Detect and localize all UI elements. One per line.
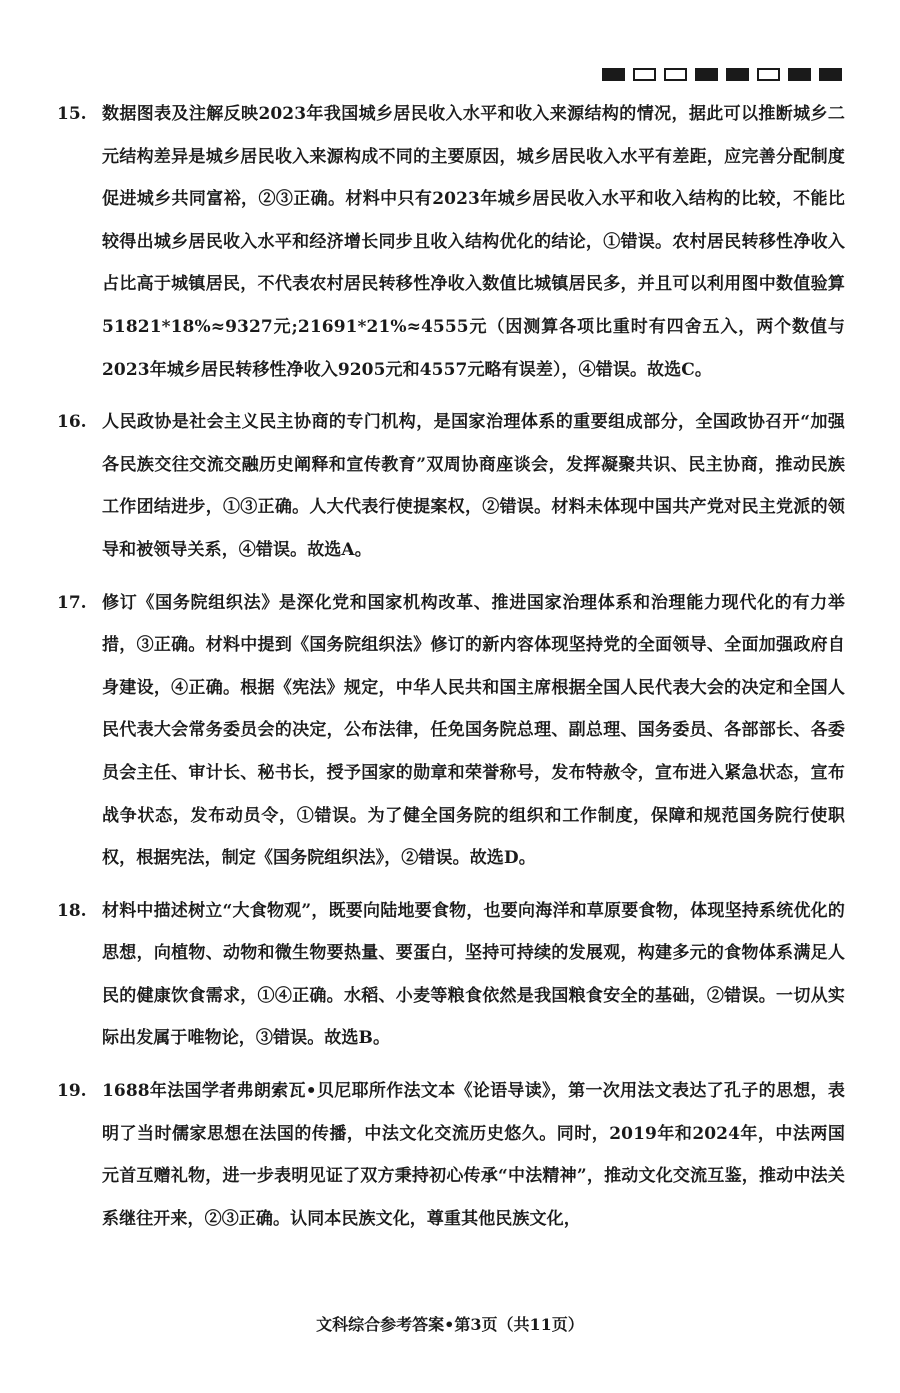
answer-text: 材料中描述树立“大食物观”，既要向陆地要食物，也要向海洋和草原要食物，体现坚持系统优化的思想，向植物、动物和微生物要热量、要蛋白，坚持可持续的发展观，构建多元的食物体系满足人民的健康饮食需求，①④正确。水稻、小麦等粮食依然是我国粮食安全的基础，②错误。一切从实际出发属于唯物论，③错误。故选B。 bbox=[102, 900, 845, 1049]
answer-content bbox=[57, 93, 845, 1250]
answer-item-19 bbox=[57, 1070, 845, 1240]
answer-item-18 bbox=[57, 890, 845, 1060]
header-mark bbox=[633, 68, 656, 81]
question-number: 18. bbox=[57, 900, 87, 921]
question-number: 17. bbox=[57, 592, 87, 613]
question-number: 16. bbox=[57, 412, 87, 433]
header-mark bbox=[695, 68, 718, 81]
answer-item-17 bbox=[57, 582, 845, 880]
answer-item-16 bbox=[57, 401, 845, 571]
header-mark bbox=[788, 68, 811, 81]
answer-item-15 bbox=[57, 93, 845, 391]
header-mark bbox=[757, 68, 780, 81]
answer-text: 修订《国务院组织法》是深化党和国家机构改革、推进国家治理体系和治理能力现代化的有力举措，③正确。材料中提到《国务院组织法》修订的新内容体现坚持党的全面领导、全面加强政府自身建设，④正确。根据《宪法》规定，中华人民共和国主席根据全国人民代表大会的决定和全国人民代表大会常务委员会的决定，公布法律，任免国务院总理、副总理、国务委员、各部部长、各委员会主任、审计长、秘书长，授予国家的勋章和荣誉称号，发布特赦令，宣布进入紧急状态，宣布战争状态，发布动员令，①错误。为了健全国务院的组织和工作制度，保障和规范国务院行使职权，根据宪法，制定《国务院组织法》，②错误。故选D。 bbox=[102, 592, 845, 869]
header-mark bbox=[602, 68, 625, 81]
answer-text: 数据图表及注解反映2023年我国城乡居民收入水平和收入来源结构的情况，据此可以推断城乡二元结构差异是城乡居民收入来源构成不同的主要原因，城乡居民收入水平有差距，应完善分配制度促进城乡共同富裕，②③正确。材料中只有2023年城乡居民收入水平和收入结构的比较，不能比较得出城乡居民收入水平和经济增长同步且收入结构优化的结论，①错误。农村居民转移性净收入占比高于城镇居民，不代表农村居民转移性净收入数值比城镇居民多，并且可以利用图中数值验算51821*18%≈9327元;21691*21%≈4555元（因测算各项比重时有四舍五入，两个数值与2023年城乡居民转移性净收入9205元和4557元略有误差），④错误。故选C。 bbox=[102, 104, 845, 380]
header-mark bbox=[664, 68, 687, 81]
header-mark bbox=[726, 68, 749, 81]
header-mark bbox=[819, 68, 842, 81]
page-footer: 文科综合参考答案•第3页（共11页） bbox=[316, 1315, 584, 1334]
question-number: 19. bbox=[57, 1081, 87, 1102]
answer-text: 1688年法国学者弗朗索瓦•贝尼耶所作法文本《论语导读》，第一次用法文表达了孔子的思想，表明了当时儒家思想在法国的传播，中法文化交流历史悠久。同时，2019年和2024年，中法两国元首互赠礼物，进一步表明见证了双方秉持初心传承“中法精神”，推动文化交流互鉴，推动中法关系继往开来，②③正确。认同本民族文化，尊重其他民族文化， bbox=[102, 1081, 845, 1229]
header-marks bbox=[602, 68, 842, 81]
answer-text: 人民政协是社会主义民主协商的专门机构，是国家治理体系的重要组成部分，全国政协召开“加强各民族交往交流交融历史阐释和宣传教育”双周协商座谈会，发挥凝聚共识、民主协商，推动民族工作团结进步，①③正确。人大代表行使提案权，②错误。材料未体现中国共产党对民主党派的领导和被领导关系，④错误。故选A。 bbox=[102, 412, 845, 560]
question-number: 15. bbox=[57, 104, 87, 124]
